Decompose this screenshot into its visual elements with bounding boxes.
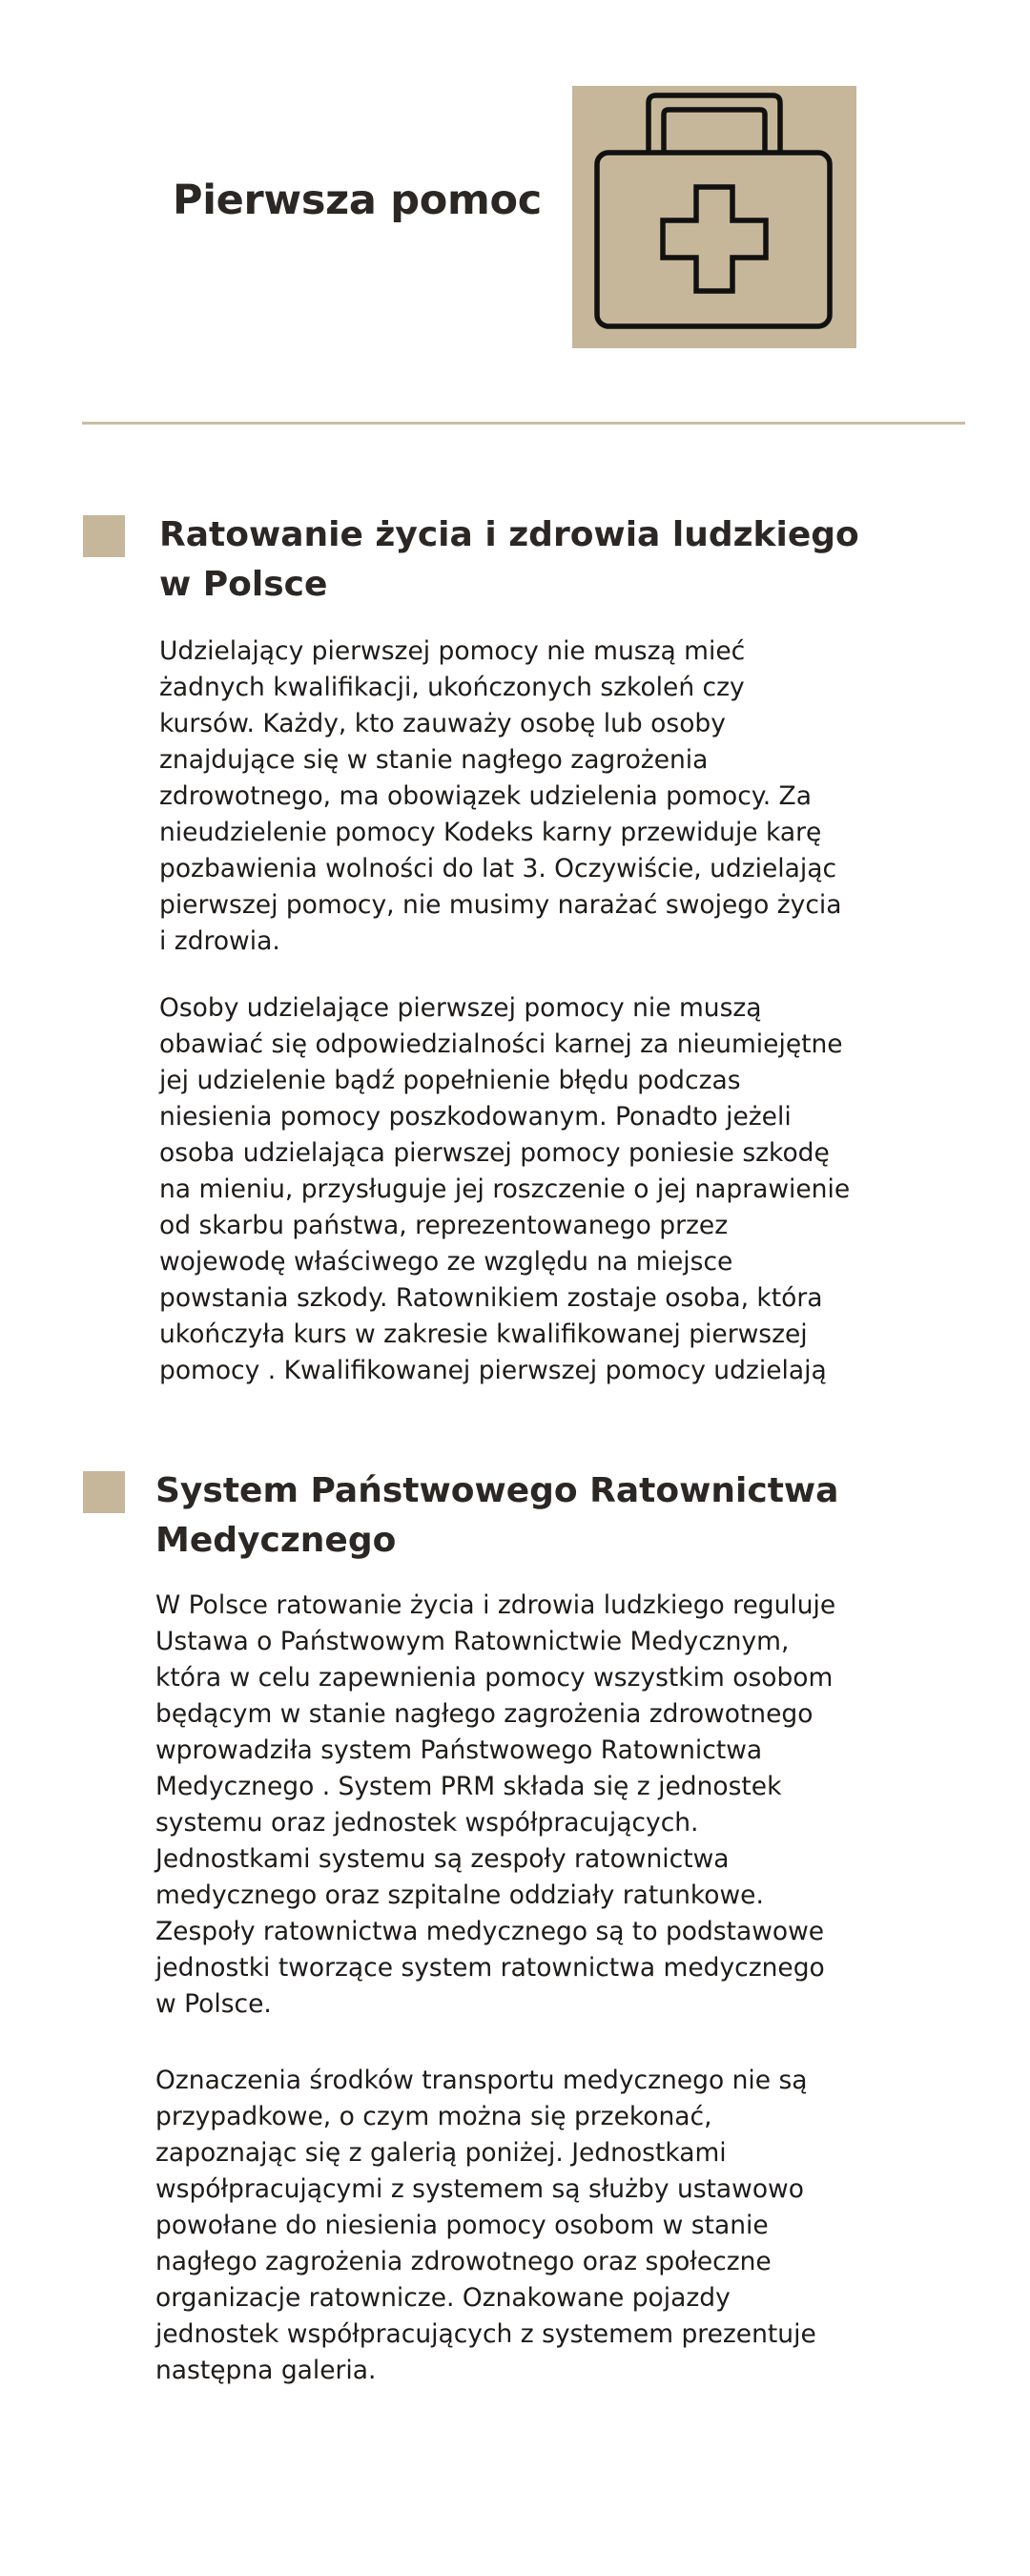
header-divider bbox=[82, 422, 965, 425]
section-paragraph: W Polsce ratowanie życia i zdrowia ludzkiego reguluje Ustawa o Państwowym Ratownictwie Medycznym, która w celu zapewnienia pomocy wszystkim osobom będącym w stanie nagłego zagrożenia zdrowotnego wprowadziła system Państwowego Ratownictwa Medycznego . System PRM składa się z jednostek systemu oraz jednostek współpracujących. Jednostkami systemu są zespoły ratownictwa medycznego oraz szpitalne oddziały ratunkowe. Zespoły ratownictwa medycznego są to podstawowe jednostki tworzące system ratownictwa medycznego w Polsce. bbox=[155, 1590, 836, 2019]
section-marker bbox=[83, 515, 125, 557]
page-title: Pierwsza pomoc bbox=[173, 177, 542, 224]
section-paragraph: Osoby udzielające pierwszej pomocy nie muszą obawiać się odpowiedzialności karnej za nieumiejętne jej udzielenie bądź popełnienie błędu podczas niesienia pomocy poszkodowanym. Ponadto jeżeli osoba udzielająca pierwszej pomocy poniesie szkodę na mieniu, przysługuje jej roszczenie o jej naprawienie od skarbu państwa, reprezentowanego przez wojewodę właściwego ze względu na miejsce powstania szkody. Ratownikiem zostaje osoba, która ukończyła kurs w zakresie kwalifikowanej pierwszej pomocy . Kwalifikowanej pierwszej pomocy udzielają bbox=[159, 993, 851, 1385]
section-paragraph: Oznaczenia środków transportu medycznego nie są przypadkowe, o czym można się przekonać, zapoznając się z galerią poniżej. Jednostkami współpracującymi z systemem są służby ustawowo powołane do niesienia pomocy osobom w stanie nagłego zagrożenia zdrowotnego oraz społeczne organizacje ratownicze. Oznakowane pojazdy jednostek współpracujących z systemem prezentuje następna galeria. bbox=[155, 2066, 816, 2385]
section-title-text: Ratowanie życia i zdrowia ludzkiego w Polsce bbox=[159, 515, 859, 604]
section-title-ratowanie bbox=[159, 510, 922, 610]
first-aid-kit-icon bbox=[572, 86, 856, 348]
section-title-system-prm bbox=[155, 1466, 918, 1566]
section-marker bbox=[83, 1471, 125, 1513]
section-title-text: System Państwowego Ratownictwa Medycznego bbox=[155, 1471, 839, 1560]
section-paragraph: Udzielający pierwszej pomocy nie muszą mieć żadnych kwalifikacji, ukończonych szkoleń czy kursów. Każdy, kto zauważy osobę lub osoby znajdujące się w stanie nagłego zagrożenia zdrowotnego, ma obowiązek udzielenia pomocy. Za nieudzielenie pomocy Kodeks karny przewiduje karę pozbawienia wolności do lat 3. Oczywiście, udzielając pierwszej pomocy, nie musimy narażać swojego życia i zdrowia. bbox=[159, 636, 842, 956]
